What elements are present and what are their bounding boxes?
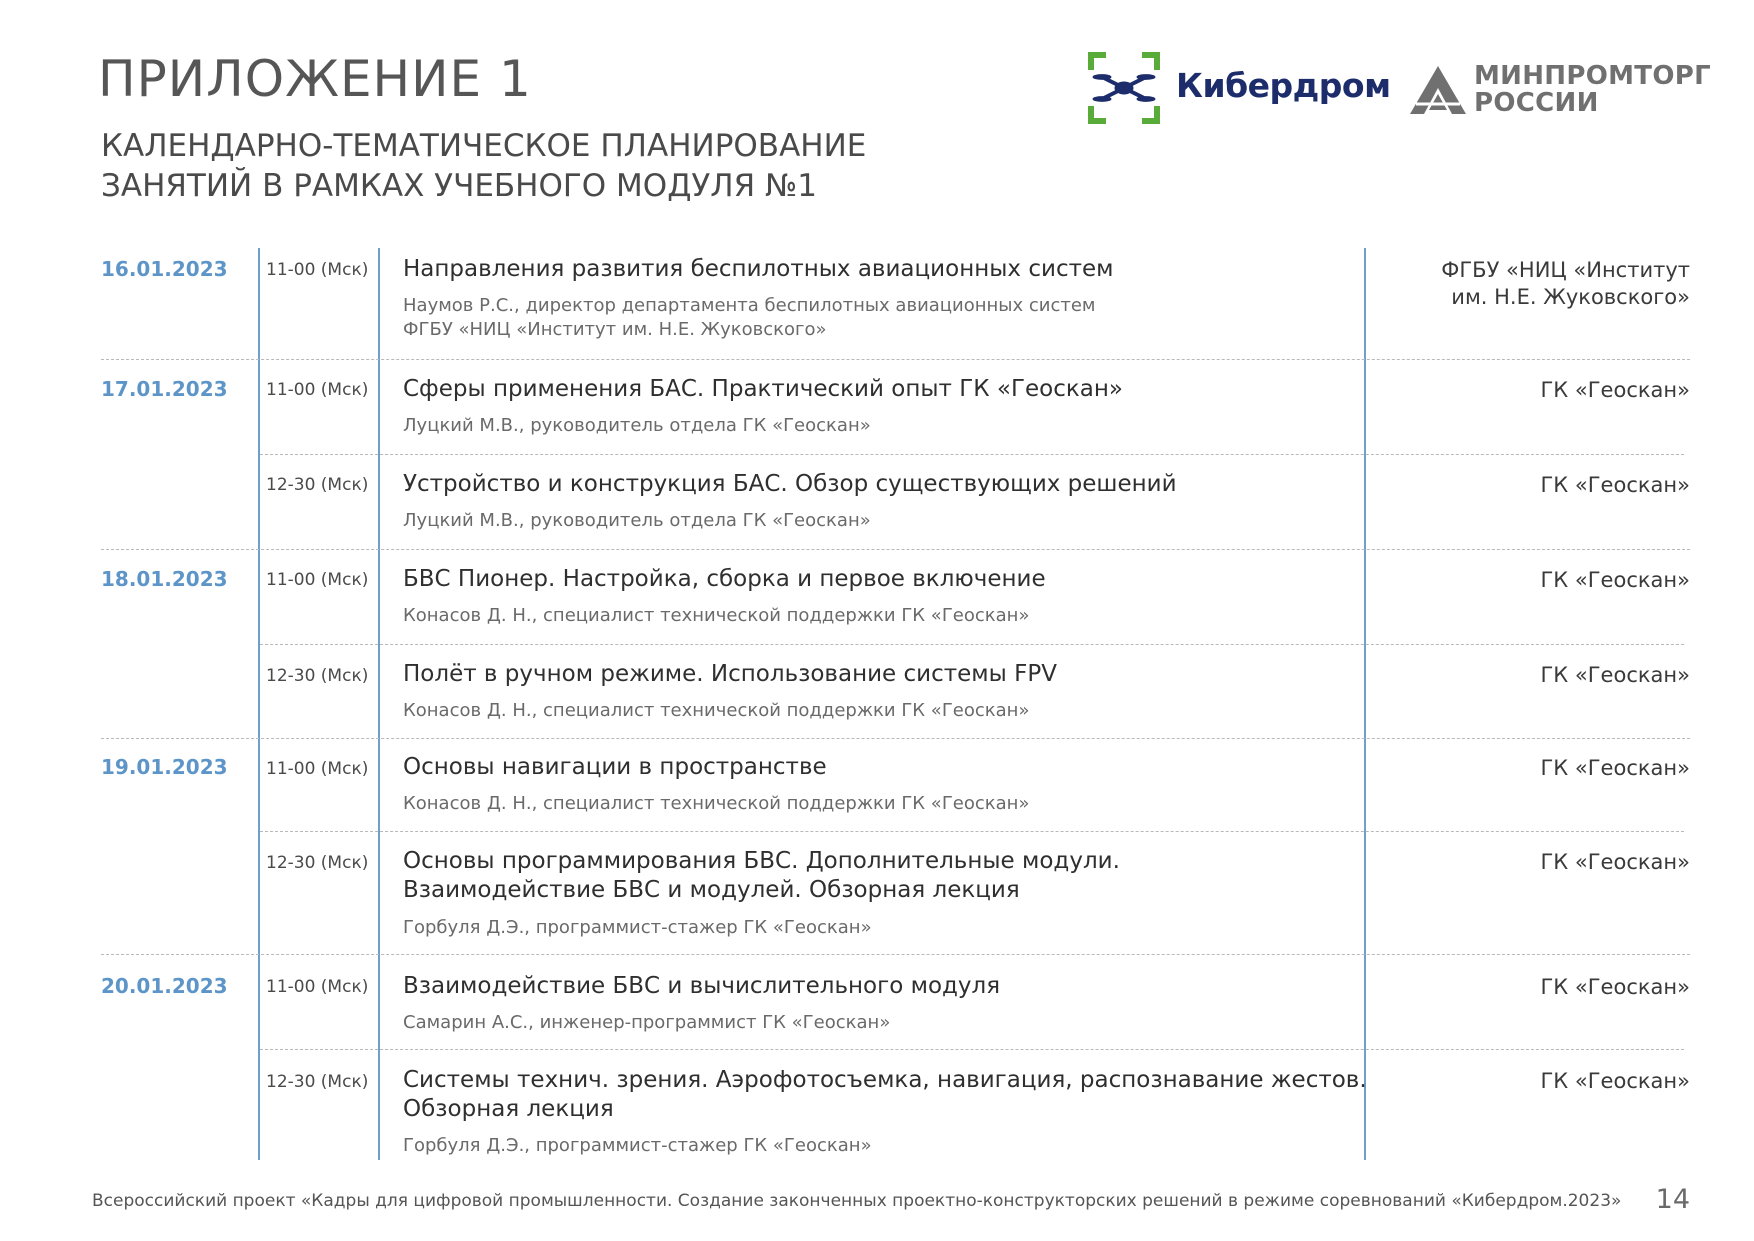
logo-bar [1088,50,1711,130]
minpromtorg-line: РОССИИ [1474,88,1599,118]
session-speaker: Луцкий М.В., руководитель отдела ГК «Геоскан» [403,510,871,531]
session-topic: Взаимодействие БВС и вычислительного модуля [403,973,1001,999]
cyberdrome-logo-text: Кибердром [1176,66,1391,105]
organization-line: ФГБУ «НИЦ «Институт [1441,258,1690,282]
session-time: 12-30 (Мск) [266,666,369,686]
subtitle-line: ЗАНЯТИЙ В РАМКАХ УЧЕБНОГО МОДУЛЯ №1 [101,168,817,204]
session-topic: Сферы применения БАС. Практический опыт ГК «Геоскан» [403,376,1123,402]
minpromtorg-line: МИНПРОМТОРГ [1474,61,1711,91]
session-speaker: Конасов Д. Н., специалист технической поддержки ГК «Геоскан» [403,605,1030,626]
session-organization: ГК «Геоскан» [1540,850,1690,874]
topic-line: Системы технич. зрения. Аэрофотосъемка, навигация, распознавание жестов. [403,1067,1367,1093]
session-time: 11-00 (Мск) [266,260,369,280]
session-topic [403,1066,1367,1124]
session-date: 20.01.2023 [101,974,228,998]
session-time: 11-00 (Мск) [266,759,369,779]
session-speaker: Горбуля Д.Э., программист-стажер ГК «Геоскан» [403,1135,872,1156]
drone-in-corners-icon [1088,52,1160,124]
session-speaker: Луцкий М.В., руководитель отдела ГК «Геоскан» [403,415,871,436]
subtitle-line: КАЛЕНДАРНО-ТЕМАТИЧЕСКОЕ ПЛАНИРОВАНИЕ [101,128,867,164]
session-organization: ГК «Геоскан» [1540,568,1690,592]
triangle-emblem-icon [1408,64,1468,116]
topic-line: Взаимодействие БВС и модулей. Обзорная лекция [403,877,1020,903]
page-number: 14 [1655,1184,1690,1215]
session-separator [260,644,1684,645]
speaker-line: ФГБУ «НИЦ «Институт им. Н.Е. Жуковского» [403,319,827,340]
session-date: 18.01.2023 [101,567,228,591]
session-time: 12-30 (Мск) [266,1072,369,1092]
session-speaker [403,294,1096,342]
column-divider [1364,248,1366,1160]
session-speaker: Конасов Д. Н., специалист технической поддержки ГК «Геоскан» [403,700,1030,721]
session-date: 16.01.2023 [101,257,228,281]
session-date: 17.01.2023 [101,377,228,401]
session-date: 19.01.2023 [101,755,228,779]
minpromtorg-logo-text [1474,63,1711,117]
day-separator [101,738,1690,739]
session-organization: ГК «Геоскан» [1540,1069,1690,1093]
session-time: 12-30 (Мск) [266,853,369,873]
session-topic: БВС Пионер. Настройка, сборка и первое включение [403,566,1046,592]
organization-line: им. Н.Е. Жуковского» [1451,285,1690,309]
session-time: 11-00 (Мск) [266,977,369,997]
session-time: 11-00 (Мск) [266,380,369,400]
topic-line: Обзорная лекция [403,1096,614,1122]
session-organization: ГК «Геоскан» [1540,473,1690,497]
session-topic: Направления развития беспилотных авиационных систем [403,256,1114,282]
day-separator [101,359,1690,360]
column-divider [378,248,380,1160]
day-separator [101,549,1690,550]
page-subtitle [101,126,866,206]
session-speaker: Конасов Д. Н., специалист технической поддержки ГК «Геоскан» [403,793,1030,814]
session-time: 12-30 (Мск) [266,475,369,495]
session-organization [1441,257,1690,311]
session-organization: ГК «Геоскан» [1540,756,1690,780]
appendix-title: ПРИЛОЖЕНИЕ 1 [98,50,532,108]
speaker-line: Наумов Р.С., директор департамента беспилотных авиационных систем [403,295,1096,316]
session-topic [403,847,1120,905]
topic-line: Основы программирования БВС. Дополнительные модули. [403,848,1120,874]
session-separator [260,454,1684,455]
session-time: 11-00 (Мск) [266,570,369,590]
day-separator [101,954,1690,955]
session-organization: ГК «Геоскан» [1540,378,1690,402]
session-speaker: Горбуля Д.Э., программист-стажер ГК «Геоскан» [403,917,872,938]
session-topic: Полёт в ручном режиме. Использование системы FPV [403,661,1057,687]
session-separator [260,831,1684,832]
session-topic: Устройство и конструкция БАС. Обзор существующих решений [403,471,1177,497]
column-divider [258,248,260,1160]
session-speaker: Самарин А.С., инженер-программист ГК «Геоскан» [403,1012,891,1033]
session-topic: Основы навигации в пространстве [403,754,827,780]
session-separator [260,1049,1684,1050]
session-organization: ГК «Геоскан» [1540,975,1690,999]
session-organization: ГК «Геоскан» [1540,663,1690,687]
footer-text: Всероссийский проект «Кадры для цифровой промышленности. Создание законченных проектно-конструкторских решений в режиме соревнований «Кибердром.2023» [92,1191,1622,1211]
